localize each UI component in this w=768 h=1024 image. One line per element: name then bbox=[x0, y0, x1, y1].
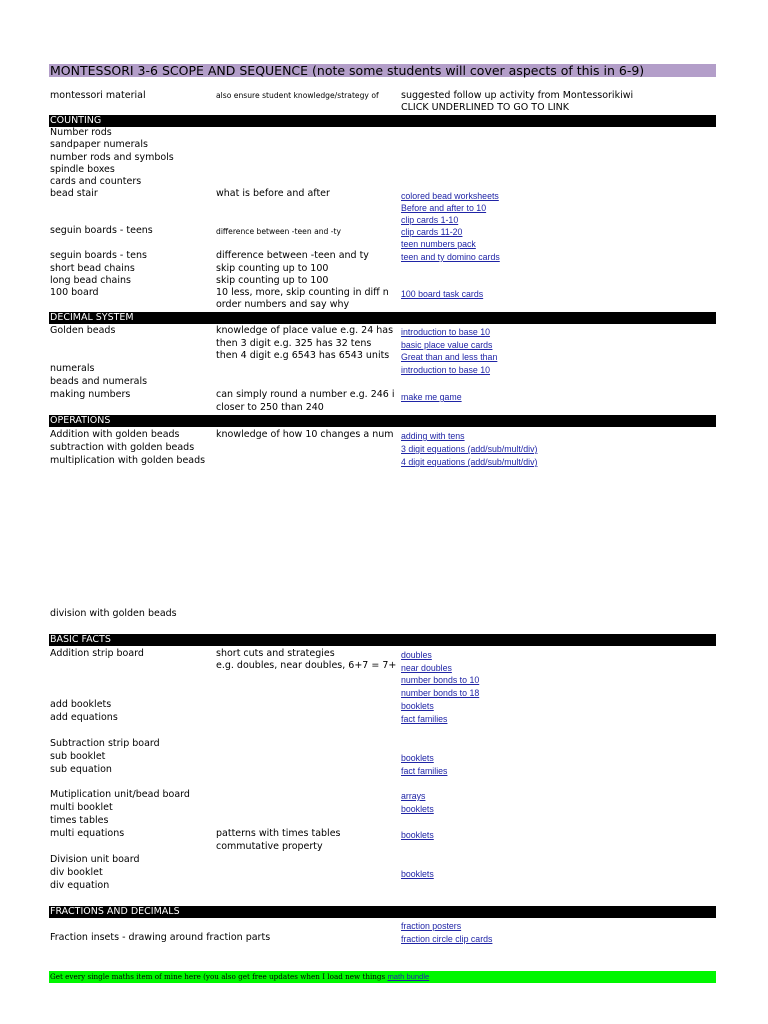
knowledge-teen-ty: difference between -teen and -ty bbox=[216, 227, 341, 236]
material-multi-equations: multi equations bbox=[50, 828, 125, 839]
knowledge-place-value-1: knowledge of place value e.g. 24 has bbox=[216, 325, 394, 336]
material-subtraction-golden: subtraction with golden beads bbox=[50, 442, 195, 453]
header-click-note: CLICK UNDERLINED TO GO TO LINK bbox=[401, 102, 570, 113]
link-colored-bead-worksheets[interactable]: colored bead worksheets bbox=[401, 191, 499, 201]
knowledge-skip-counting-b: skip counting up to 100 bbox=[216, 275, 329, 286]
material-times-tables: times tables bbox=[50, 815, 109, 826]
material-seguin-tens: seguin boards - tens bbox=[50, 250, 147, 261]
material-beads-numerals: beads and numerals bbox=[50, 376, 148, 387]
knowledge-place-value-3: then 4 digit e.g 6543 has 6543 units bbox=[216, 350, 390, 361]
material-add-booklets: add booklets bbox=[50, 699, 112, 710]
knowledge-doubles-eg: e.g. doubles, near doubles, 6+7 = 7+ bbox=[216, 660, 397, 671]
link-adding-with-tens[interactable]: adding with tens bbox=[401, 431, 465, 441]
link-100-board-task-cards[interactable]: 100 board task cards bbox=[401, 289, 484, 299]
material-multi-booklet: multi booklet bbox=[50, 802, 113, 813]
link-4-digit-equations[interactable]: 4 digit equations (add/sub/mult/div) bbox=[401, 457, 538, 467]
page-title: MONTESSORI 3-6 SCOPE AND SEQUENCE (note some students will cover aspects of this in 6-9) bbox=[49, 64, 716, 77]
link-intro-base-10-a[interactable]: introduction to base 10 bbox=[401, 327, 491, 337]
material-division-board: Division unit board bbox=[50, 854, 140, 865]
knowledge-before-after: what is before and after bbox=[216, 188, 330, 199]
link-near-doubles[interactable]: near doubles bbox=[401, 663, 452, 673]
material-short-bead-chains: short bead chains bbox=[50, 263, 135, 274]
link-booklets-sub[interactable]: booklets bbox=[401, 753, 434, 763]
material-div-booklet: div booklet bbox=[50, 867, 103, 878]
material-number-rods-symbols: number rods and symbols bbox=[50, 152, 174, 163]
material-number-rods: Number rods bbox=[50, 127, 112, 138]
material-bead-stair: bead stair bbox=[50, 188, 98, 199]
link-intro-base-10-b[interactable]: introduction to base 10 bbox=[401, 365, 491, 375]
knowledge-order-numbers: order numbers and say why bbox=[216, 299, 350, 310]
link-teen-numbers-pack[interactable]: teen numbers pack bbox=[401, 239, 476, 249]
footer-text: Get every single maths item of mine here (you also get free updates when I load new things bbox=[50, 972, 388, 981]
knowledge-patterns-tables: patterns with times tables bbox=[216, 828, 341, 839]
link-booklets-multi[interactable]: booklets bbox=[401, 804, 434, 814]
material-cards-counters: cards and counters bbox=[50, 176, 142, 187]
link-make-me-game[interactable]: make me game bbox=[401, 392, 462, 402]
link-fact-families-add[interactable]: fact families bbox=[401, 714, 448, 724]
material-sub-booklet: sub booklet bbox=[50, 751, 106, 762]
link-booklets-add[interactable]: booklets bbox=[401, 701, 434, 711]
material-100-board: 100 board bbox=[50, 287, 99, 298]
footer-banner bbox=[49, 971, 716, 983]
material-seguin-teens: seguin boards - teens bbox=[50, 225, 153, 236]
knowledge-round-2: closer to 250 than 240 bbox=[216, 402, 324, 413]
knowledge-skip-counting-a: skip counting up to 100 bbox=[216, 263, 329, 274]
knowledge-round-1: can simply round a number e.g. 246 i bbox=[216, 389, 395, 400]
header-followup: suggested follow up activity from Montessorikiwi bbox=[401, 90, 634, 101]
knowledge-how-10-changes: knowledge of how 10 changes a num bbox=[216, 429, 394, 440]
link-math-bundle[interactable]: math bundle bbox=[387, 972, 430, 981]
header-knowledge: also ensure student knowledge/strategy of bbox=[216, 91, 379, 100]
material-multiplication-golden: multiplication with golden beads bbox=[50, 455, 206, 466]
material-golden-beads: Golden beads bbox=[50, 325, 116, 336]
link-arrays[interactable]: arrays bbox=[401, 791, 426, 801]
link-fraction-posters[interactable]: fraction posters bbox=[401, 921, 462, 931]
link-clip-cards-1-10[interactable]: clip cards 1-10 bbox=[401, 215, 459, 225]
material-fraction-insets: Fraction insets - drawing around fraction parts bbox=[50, 932, 271, 943]
section-counting: COUNTING bbox=[49, 115, 716, 127]
knowledge-commutative: commutative property bbox=[216, 841, 323, 852]
link-fraction-circle-clip-cards[interactable]: fraction circle clip cards bbox=[401, 934, 493, 944]
link-doubles[interactable]: doubles bbox=[401, 650, 432, 660]
knowledge-ten-less-more: 10 less, more, skip counting in diff n bbox=[216, 287, 389, 298]
link-clip-cards-11-20[interactable]: clip cards 11-20 bbox=[401, 227, 463, 237]
link-number-bonds-10[interactable]: number bonds to 10 bbox=[401, 675, 480, 685]
section-decimal-system: DECIMAL SYSTEM bbox=[49, 312, 716, 324]
material-subtraction-strip-board: Subtraction strip board bbox=[50, 738, 160, 749]
material-addition-golden: Addition with golden beads bbox=[50, 429, 180, 440]
material-addition-strip-board: Addition strip board bbox=[50, 648, 144, 659]
section-basic-facts: BASIC FACTS bbox=[49, 634, 716, 646]
material-div-equation: div equation bbox=[50, 880, 110, 891]
link-number-bonds-18[interactable]: number bonds to 18 bbox=[401, 688, 480, 698]
section-operations: OPERATIONS bbox=[49, 415, 716, 427]
link-fact-families-sub[interactable]: fact families bbox=[401, 766, 448, 776]
section-fractions-decimals: FRACTIONS AND DECIMALS bbox=[49, 906, 716, 918]
material-add-equations: add equations bbox=[50, 712, 118, 723]
material-spindle-boxes: spindle boxes bbox=[50, 164, 115, 175]
material-numerals: numerals bbox=[50, 363, 95, 374]
link-booklets-div[interactable]: booklets bbox=[401, 869, 434, 879]
link-teen-ty-domino[interactable]: teen and ty domino cards bbox=[401, 252, 500, 262]
link-3-digit-equations[interactable]: 3 digit equations (add/sub/mult/div) bbox=[401, 444, 538, 454]
material-sub-equation: sub equation bbox=[50, 764, 112, 775]
material-making-numbers: making numbers bbox=[50, 389, 131, 400]
link-basic-place-value[interactable]: basic place value cards bbox=[401, 340, 493, 350]
knowledge-short-cuts: short cuts and strategies bbox=[216, 648, 335, 659]
link-booklets-multi-eq[interactable]: booklets bbox=[401, 830, 434, 840]
material-sandpaper-numerals: sandpaper numerals bbox=[50, 139, 148, 150]
link-before-after-10[interactable]: Before and after to 10 bbox=[401, 203, 487, 213]
material-multiplication-board: Mutiplication unit/bead board bbox=[50, 789, 190, 800]
header-material: montessori material bbox=[50, 90, 146, 101]
knowledge-teen-ty-2: difference between -teen and ty bbox=[216, 250, 369, 261]
knowledge-place-value-2: then 3 digit e.g. 325 has 32 tens bbox=[216, 338, 372, 349]
link-greater-less[interactable]: Great than and less than bbox=[401, 352, 498, 362]
material-division-golden: division with golden beads bbox=[50, 608, 177, 619]
material-long-bead-chains: long bead chains bbox=[50, 275, 131, 286]
